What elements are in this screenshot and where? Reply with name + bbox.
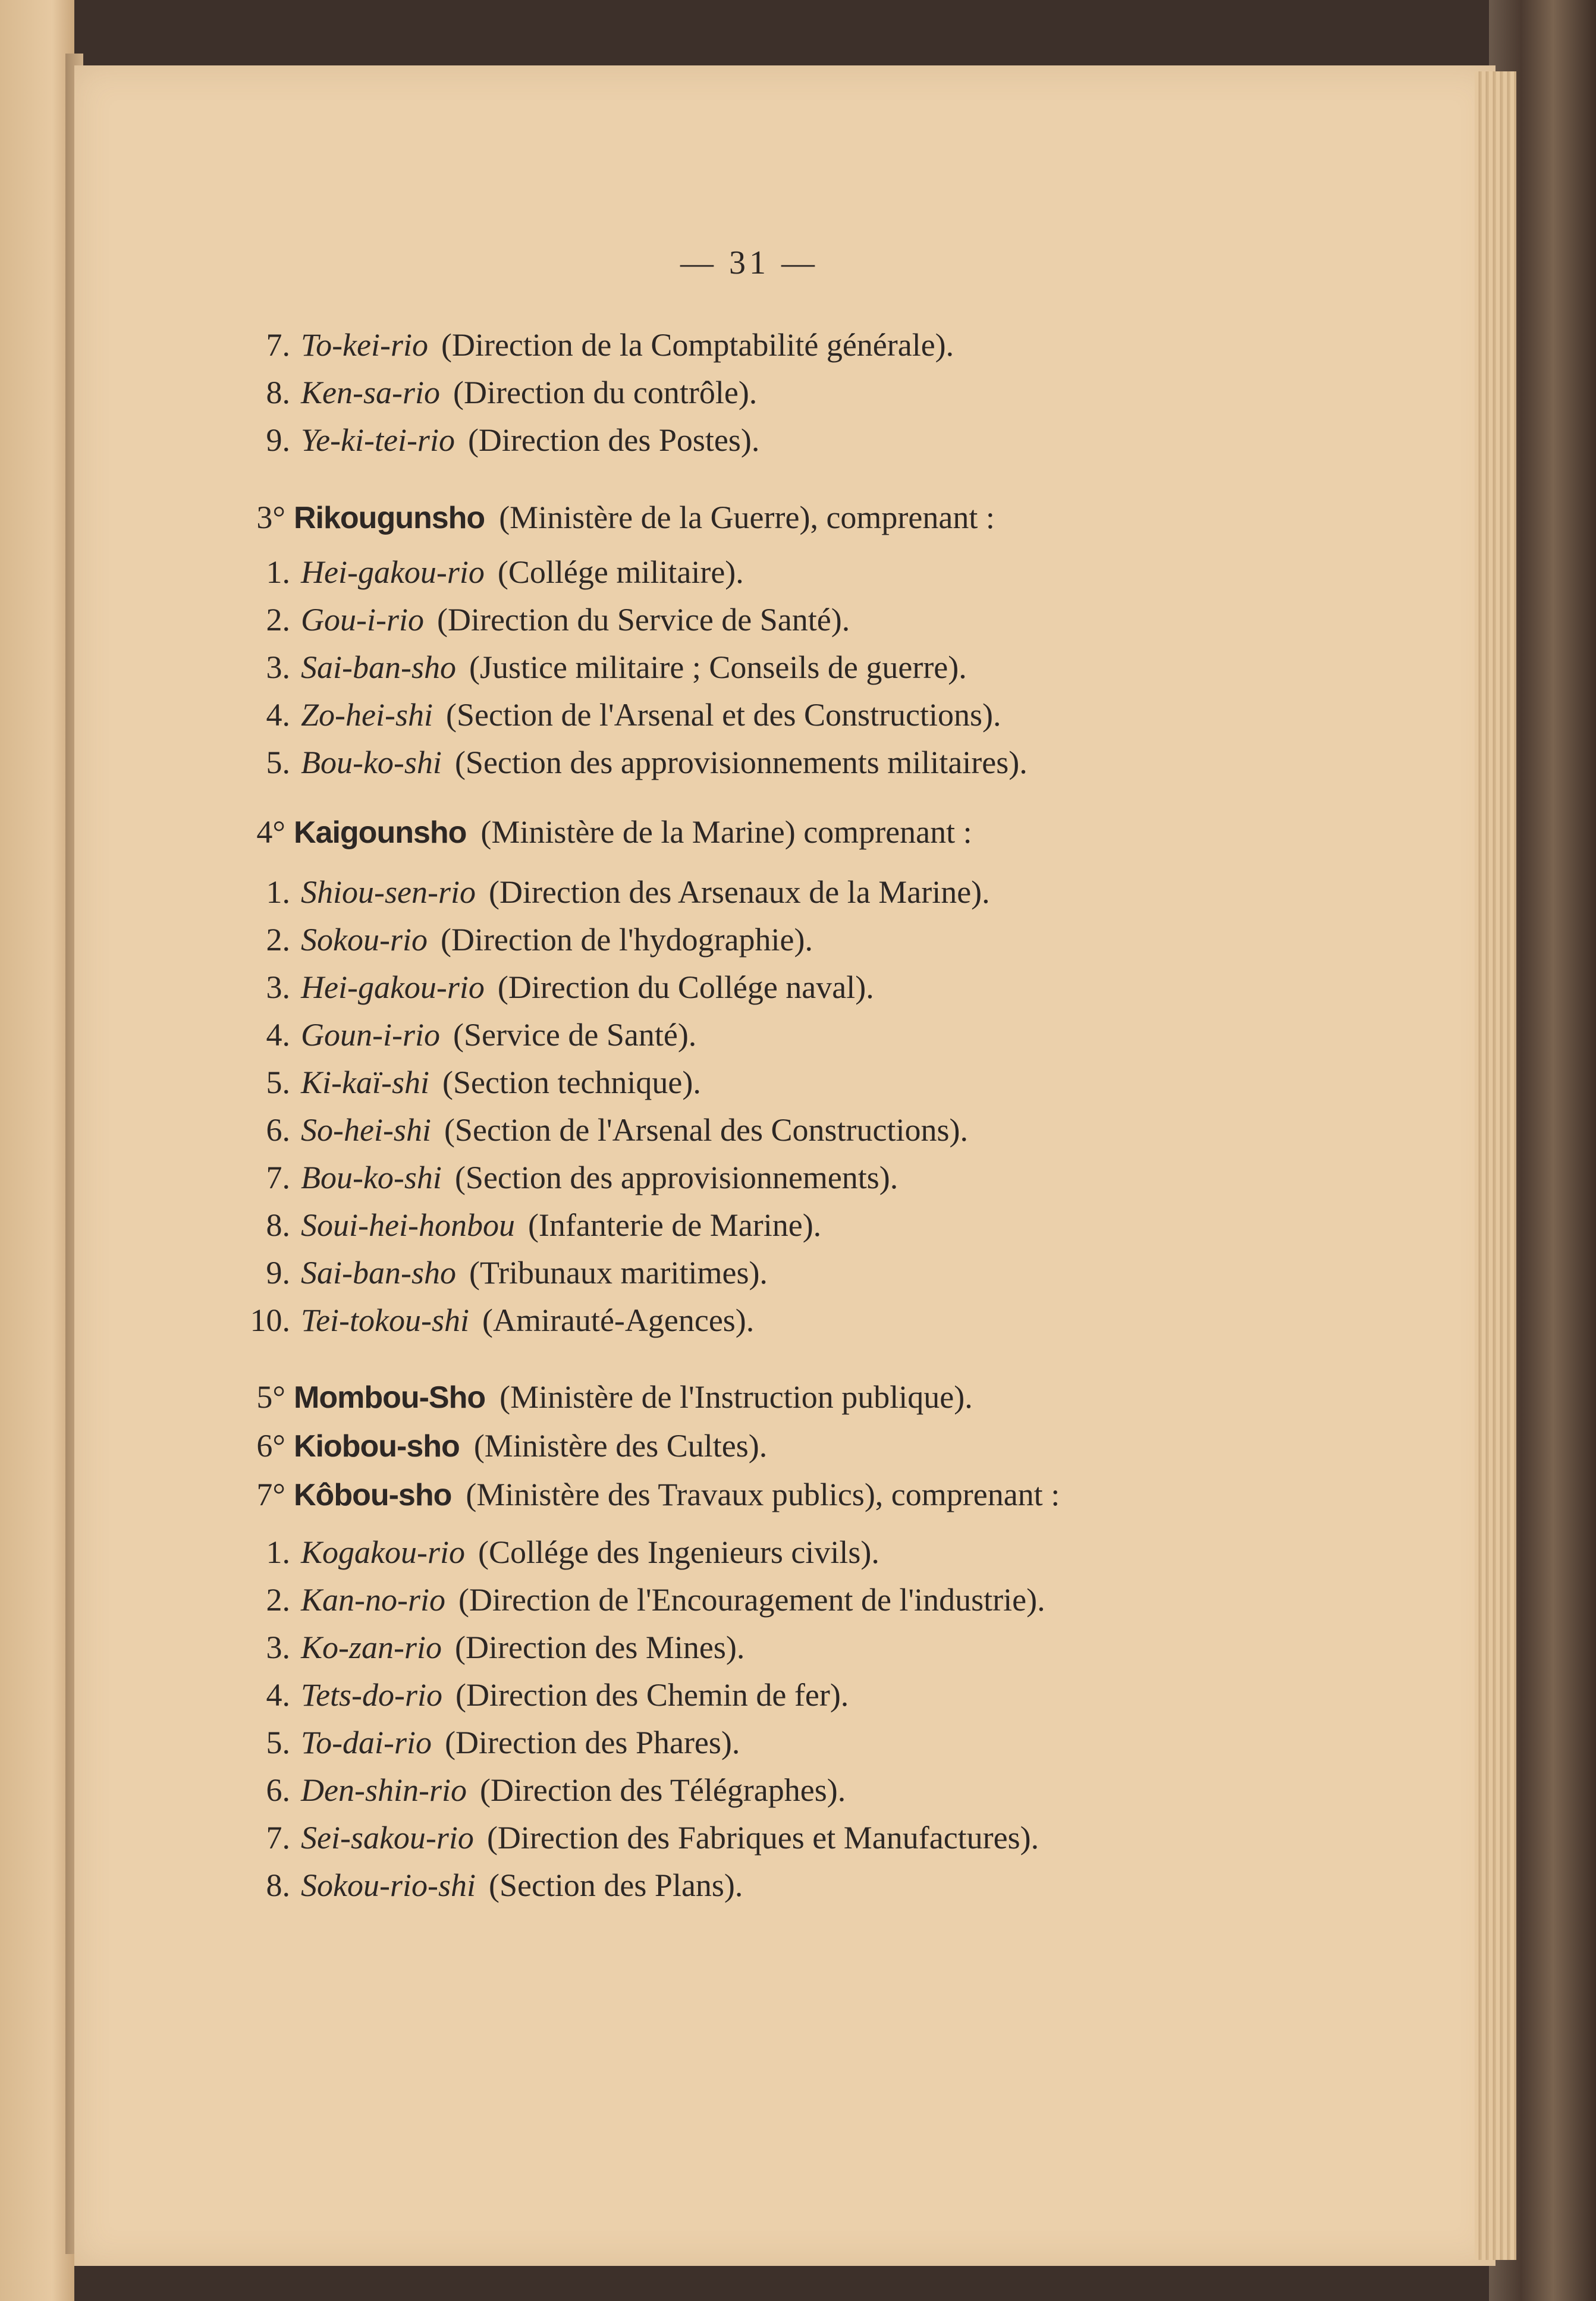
list-item: 4. Goun-i-rio (Service de Santé). <box>266 1017 697 1053</box>
list-item: 6. Den-shin-rio (Direction des Télégraphes). <box>266 1772 846 1808</box>
list-item: 2. Kan-no-rio (Direction de l'Encouragement de l'industrie). <box>266 1582 1045 1618</box>
left-page-edge <box>0 0 74 2301</box>
list-item: 7. To-kei-rio (Direction de la Comptabilité générale). <box>266 327 954 363</box>
list-item: 8. Soui-hei-honbou (Infanterie de Marine). <box>266 1207 822 1243</box>
ministry-heading: 3° Rikougunsho (Ministère de la Guerre), comprenant : <box>256 500 995 535</box>
list-item: 1. Hei-gakou-rio (Collége militaire). <box>266 554 744 590</box>
list-item: 4. Zo-hei-shi (Section de l'Arsenal et des Constructions). <box>266 697 1001 733</box>
list-item: 1. Kogakou-rio (Collége des Ingenieurs civils). <box>266 1534 879 1570</box>
list-item: 7. Bou-ko-shi (Section des approvisionnements). <box>266 1160 898 1195</box>
list-item: 4. Tets-do-rio (Direction des Chemin de fer). <box>266 1677 849 1713</box>
list-item: 10. Tei-tokou-shi (Amirauté-Agences). <box>250 1302 755 1338</box>
page-number: — 31 — <box>680 244 818 281</box>
ministry-heading: 6° Kiobou-sho (Ministère des Cultes). <box>256 1428 768 1464</box>
ministry-heading: 5° Mombou-Sho (Ministère de l'Instruction publique). <box>256 1379 973 1415</box>
list-item: 5. Bou-ko-shi (Section des approvisionnements militaires). <box>266 745 1028 780</box>
list-item: 3. Ko-zan-rio (Direction des Mines). <box>266 1630 745 1665</box>
list-item: 7. Sei-sakou-rio (Direction des Fabriques et Manufactures). <box>266 1820 1039 1856</box>
list-item: 3. Sai-ban-sho (Justice militaire ; Conseils de guerre). <box>266 649 967 685</box>
list-item: 2. Sokou-rio (Direction de l'hydographie). <box>266 922 813 958</box>
list-item: 9. Sai-ban-sho (Tribunaux maritimes). <box>266 1255 768 1291</box>
list-item: 8. Sokou-rio-shi (Section des Plans). <box>266 1867 743 1903</box>
list-item: 9. Ye-ki-tei-rio (Direction des Postes). <box>266 422 760 458</box>
list-item: 5. To-dai-rio (Direction des Phares). <box>266 1725 740 1760</box>
list-item: 1. Shiou-sen-rio (Direction des Arsenaux de la Marine). <box>266 874 990 910</box>
list-item: 2. Gou-i-rio (Direction du Service de Santé). <box>266 602 850 638</box>
list-item: 3. Hei-gakou-rio (Direction du Collége naval). <box>266 969 874 1005</box>
ministry-heading: 4° Kaigounsho (Ministère de la Marine) comprenant : <box>256 814 972 850</box>
ministry-heading: 7° Kôbou-sho (Ministère des Travaux publics), comprenant : <box>256 1477 1060 1512</box>
page-stack-edges <box>1475 71 1516 2260</box>
list-item: 6. So-hei-shi (Section de l'Arsenal des Constructions). <box>266 1112 969 1148</box>
list-item: 5. Ki-kaï-shi (Section technique). <box>266 1065 701 1100</box>
list-item: 8. Ken-sa-rio (Direction du contrôle). <box>266 375 758 410</box>
